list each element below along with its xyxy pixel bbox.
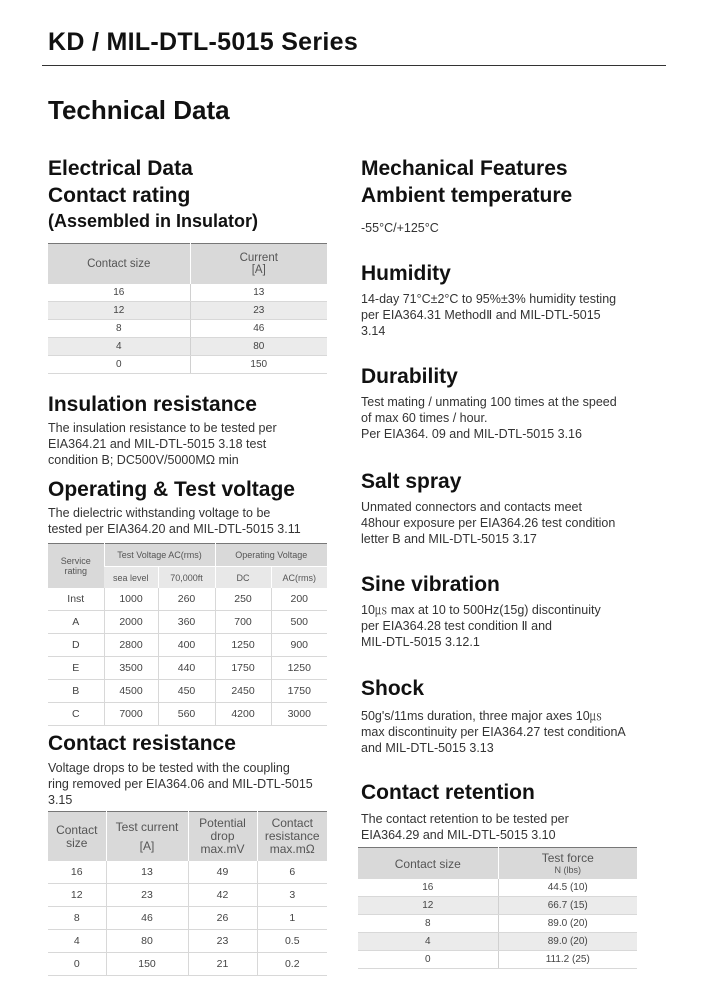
durability-heading: Durability bbox=[361, 365, 458, 388]
table-row bbox=[48, 634, 327, 657]
shock-text-line: max discontinuity per EIA364.27 test conditionA bbox=[361, 725, 626, 739]
table-cell: 0 bbox=[48, 953, 106, 976]
operating-heading: Operating & Test voltage bbox=[48, 478, 295, 501]
table-cell: 42 bbox=[188, 884, 257, 907]
current-header bbox=[190, 244, 327, 285]
col-line: [A] bbox=[139, 838, 155, 853]
table-cell: 3 bbox=[257, 884, 327, 907]
table-row bbox=[48, 703, 327, 726]
contact-retention-heading: Contact retention bbox=[361, 781, 535, 804]
potential-drop-header bbox=[188, 812, 257, 862]
contact-retention-table bbox=[358, 847, 637, 969]
test-voltage-header: Test Voltage AC(rms) bbox=[104, 544, 215, 567]
table-cell: 0 bbox=[48, 356, 190, 374]
table-cell: 4 bbox=[48, 338, 190, 356]
table-cell: 8 bbox=[48, 320, 190, 338]
col-line: Contact bbox=[56, 822, 98, 837]
table-cell: 2000 bbox=[104, 611, 158, 634]
ac-header: AC(rms) bbox=[271, 567, 327, 589]
durability-text bbox=[361, 394, 617, 442]
table-cell: 2450 bbox=[215, 680, 271, 703]
table-cell: 3000 bbox=[271, 703, 327, 726]
service-header-line2: rating bbox=[64, 566, 87, 576]
table-cell: 250 bbox=[215, 588, 271, 611]
assembled-subheading: (Assembled in Insulator) bbox=[48, 211, 259, 231]
durability-text-line: Test mating / unmating 100 times at the speed bbox=[361, 395, 617, 409]
contact-resistance-header bbox=[257, 812, 327, 862]
table-cell: 0.5 bbox=[257, 930, 327, 953]
table-cell: 500 bbox=[271, 611, 327, 634]
dc-header: DC bbox=[215, 567, 271, 589]
contact-rating-table bbox=[48, 243, 327, 374]
humidity-text-line: per EIA364.31 MethodⅡ and MIL-DTL-5015 bbox=[361, 308, 601, 322]
sine-vibration-text bbox=[361, 602, 601, 650]
contact-resistance-heading: Contact resistance bbox=[48, 732, 236, 755]
table-row bbox=[358, 933, 637, 951]
table-cell: 200 bbox=[271, 588, 327, 611]
contact-size-header: Contact size bbox=[48, 244, 190, 285]
table-cell: 0.2 bbox=[257, 953, 327, 976]
table-row bbox=[48, 356, 327, 374]
table-cell: 89.0 (20) bbox=[498, 933, 637, 951]
humidity-text-line: 3.14 bbox=[361, 324, 386, 338]
electrical-heading bbox=[48, 155, 193, 209]
table-cell: 66.7 (15) bbox=[498, 897, 637, 915]
table-cell: 46 bbox=[190, 320, 327, 338]
table-cell: 150 bbox=[190, 356, 327, 374]
table-row bbox=[358, 951, 637, 969]
service-rating-header bbox=[48, 544, 104, 589]
test-force-header-unit: N (lbs) bbox=[554, 864, 581, 875]
table-cell: 0 bbox=[358, 951, 498, 969]
durability-text-line: of max 60 times / hour. bbox=[361, 411, 488, 425]
insulation-text-line: condition B; DC500V/5000MΩ min bbox=[48, 453, 239, 467]
table-row bbox=[48, 680, 327, 703]
operating-voltage-header: Operating Voltage bbox=[215, 544, 327, 567]
contact-resistance-text bbox=[48, 760, 313, 808]
salt-spray-text-line: Unmated connectors and contacts meet bbox=[361, 500, 582, 514]
table-row bbox=[48, 302, 327, 320]
shock-text bbox=[361, 708, 626, 756]
page-title: Technical Data bbox=[48, 95, 230, 125]
table-cell: 8 bbox=[48, 907, 106, 930]
table-cell: 13 bbox=[106, 861, 188, 884]
table-cell: 1 bbox=[257, 907, 327, 930]
operating-text-line: tested per EIA364.20 and MIL-DTL-5015 3.11 bbox=[48, 522, 301, 536]
table-cell: D bbox=[48, 634, 104, 657]
contact-size-header bbox=[48, 812, 106, 862]
table-cell: 900 bbox=[271, 634, 327, 657]
col-line: Potential bbox=[199, 816, 246, 830]
salt-spray-text bbox=[361, 499, 615, 547]
table-cell: 80 bbox=[190, 338, 327, 356]
table-cell: 560 bbox=[158, 703, 215, 726]
voltage-table bbox=[48, 543, 327, 726]
salt-spray-text-line: letter B and MIL-DTL-5015 3.17 bbox=[361, 532, 537, 546]
shock-text-line: 50g's/11ms duration, three major axes 10㎲ bbox=[361, 709, 603, 723]
table-cell: 1750 bbox=[271, 680, 327, 703]
table-cell: 2800 bbox=[104, 634, 158, 657]
table-row bbox=[48, 884, 327, 907]
humidity-heading: Humidity bbox=[361, 262, 451, 285]
col-line: max.mV bbox=[200, 842, 245, 856]
col-line: Contact bbox=[271, 816, 313, 830]
table-row bbox=[48, 953, 327, 976]
table-row bbox=[48, 338, 327, 356]
table-cell: 21 bbox=[188, 953, 257, 976]
table-cell: 400 bbox=[158, 634, 215, 657]
contact-size-header: Contact size bbox=[358, 848, 498, 880]
sea-level-header: sea level bbox=[104, 567, 158, 589]
table-cell: 46 bbox=[106, 907, 188, 930]
operating-text bbox=[48, 505, 301, 537]
col-line: size bbox=[66, 835, 88, 850]
test-force-header bbox=[498, 848, 637, 880]
table-cell: 49 bbox=[188, 861, 257, 884]
temperature-range: -55°C/+125°C bbox=[361, 221, 439, 235]
table-row bbox=[48, 611, 327, 634]
table-cell: B bbox=[48, 680, 104, 703]
table-cell: 23 bbox=[190, 302, 327, 320]
contact-rating-heading: Contact rating bbox=[48, 184, 191, 207]
col-line: drop bbox=[210, 829, 235, 843]
table-cell: 23 bbox=[188, 930, 257, 953]
table-row bbox=[48, 284, 327, 302]
table-cell: 3500 bbox=[104, 657, 158, 680]
table-cell: 150 bbox=[106, 953, 188, 976]
table-row bbox=[358, 879, 637, 897]
table-row bbox=[48, 861, 327, 884]
contact-resistance-text-line: Voltage drops to be tested with the coupling bbox=[48, 761, 290, 775]
insulation-heading: Insulation resistance bbox=[48, 393, 257, 416]
series-title: KD / MIL-DTL-5015 Series bbox=[48, 28, 359, 56]
table-cell: 12 bbox=[358, 897, 498, 915]
sine-vibration-text-line: 10㎲ max at 10 to 500Hz(15g) discontinuity bbox=[361, 603, 601, 617]
table-cell: 16 bbox=[48, 861, 106, 884]
insulation-text-line: The insulation resistance to be tested per bbox=[48, 421, 277, 435]
table-cell: 16 bbox=[358, 879, 498, 897]
col-line: Test current bbox=[115, 819, 179, 834]
table-cell: 7000 bbox=[104, 703, 158, 726]
table-row bbox=[48, 907, 327, 930]
contact-resistance-text-line: ring removed per EIA364.06 and MIL-DTL-5015 bbox=[48, 777, 313, 791]
salt-spray-heading: Salt spray bbox=[361, 470, 462, 493]
humidity-text-line: 14-day 71°C±2°C to 95%±3% humidity testing bbox=[361, 292, 617, 306]
shock-text-line: and MIL-DTL-5015 3.13 bbox=[361, 741, 494, 755]
table-cell: 26 bbox=[188, 907, 257, 930]
sine-vibration-text-line: MIL-DTL-5015 3.12.1 bbox=[361, 635, 480, 649]
current-header-line1: Current bbox=[239, 252, 278, 264]
table-cell: 80 bbox=[106, 930, 188, 953]
table-cell: 360 bbox=[158, 611, 215, 634]
humidity-text bbox=[361, 291, 616, 339]
table-cell: 8 bbox=[358, 915, 498, 933]
salt-spray-text-line: 48hour exposure per EIA364.26 test condition bbox=[361, 516, 616, 530]
col-line: max.mΩ bbox=[269, 842, 315, 856]
sine-vibration-text-line: per EIA364.28 test condition Ⅱ and bbox=[361, 619, 553, 633]
table-cell: 4200 bbox=[215, 703, 271, 726]
table-cell: 13 bbox=[190, 284, 327, 302]
table-row bbox=[48, 930, 327, 953]
table-row bbox=[358, 897, 637, 915]
insulation-text bbox=[48, 420, 277, 468]
col-line: resistance bbox=[264, 829, 320, 843]
table-cell: 12 bbox=[48, 302, 190, 320]
table-row bbox=[48, 657, 327, 680]
electrical-heading-line1: Electrical Data bbox=[48, 157, 193, 180]
mechanical-heading bbox=[361, 155, 572, 209]
ambient-temperature-heading: Ambient temperature bbox=[361, 184, 573, 207]
table-cell: 450 bbox=[158, 680, 215, 703]
table-cell: 4500 bbox=[104, 680, 158, 703]
table-cell: 44.5 (10) bbox=[498, 879, 637, 897]
operating-text-line: The dielectric withstanding voltage to be bbox=[48, 506, 271, 520]
service-header-line1: Service bbox=[60, 556, 91, 566]
contact-retention-text bbox=[361, 811, 569, 843]
table-cell: 1250 bbox=[215, 634, 271, 657]
table-cell: C bbox=[48, 703, 104, 726]
table-cell: 440 bbox=[158, 657, 215, 680]
table-cell: 111.2 (25) bbox=[498, 951, 637, 969]
contact-retention-text-line: The contact retention to be tested per bbox=[361, 812, 569, 826]
table-cell: 1250 bbox=[271, 657, 327, 680]
altitude-header: 70,000ft bbox=[158, 567, 215, 589]
table-cell: 1000 bbox=[104, 588, 158, 611]
mechanical-heading-line1: Mechanical Features bbox=[361, 157, 568, 180]
test-current-header bbox=[106, 812, 188, 862]
table-cell: 16 bbox=[48, 284, 190, 302]
sine-vibration-heading: Sine vibration bbox=[361, 573, 500, 596]
table-cell: 12 bbox=[48, 884, 106, 907]
table-row bbox=[48, 588, 327, 611]
table-cell: 4 bbox=[48, 930, 106, 953]
contact-resistance-table bbox=[48, 811, 327, 976]
shock-heading: Shock bbox=[361, 677, 425, 700]
table-cell: 260 bbox=[158, 588, 215, 611]
contact-retention-text-line: EIA364.29 and MIL-DTL-5015 3.10 bbox=[361, 828, 556, 842]
insulation-text-line: EIA364.21 and MIL-DTL-5015 3.18 test bbox=[48, 437, 267, 451]
header-divider bbox=[42, 65, 666, 66]
contact-resistance-text-line: 3.15 bbox=[48, 793, 73, 807]
current-header-unit: [A] bbox=[251, 264, 266, 276]
table-cell: Inst bbox=[48, 588, 104, 611]
table-cell: 89.0 (20) bbox=[498, 915, 637, 933]
table-cell: 6 bbox=[257, 861, 327, 884]
table-cell: E bbox=[48, 657, 104, 680]
table-cell: A bbox=[48, 611, 104, 634]
test-force-header-line1: Test force bbox=[541, 850, 594, 865]
durability-text-line: Per EIA364. 09 and MIL-DTL-5015 3.16 bbox=[361, 427, 582, 441]
table-row bbox=[48, 320, 327, 338]
table-cell: 4 bbox=[358, 933, 498, 951]
table-row bbox=[358, 915, 637, 933]
table-cell: 23 bbox=[106, 884, 188, 907]
table-cell: 1750 bbox=[215, 657, 271, 680]
table-cell: 700 bbox=[215, 611, 271, 634]
